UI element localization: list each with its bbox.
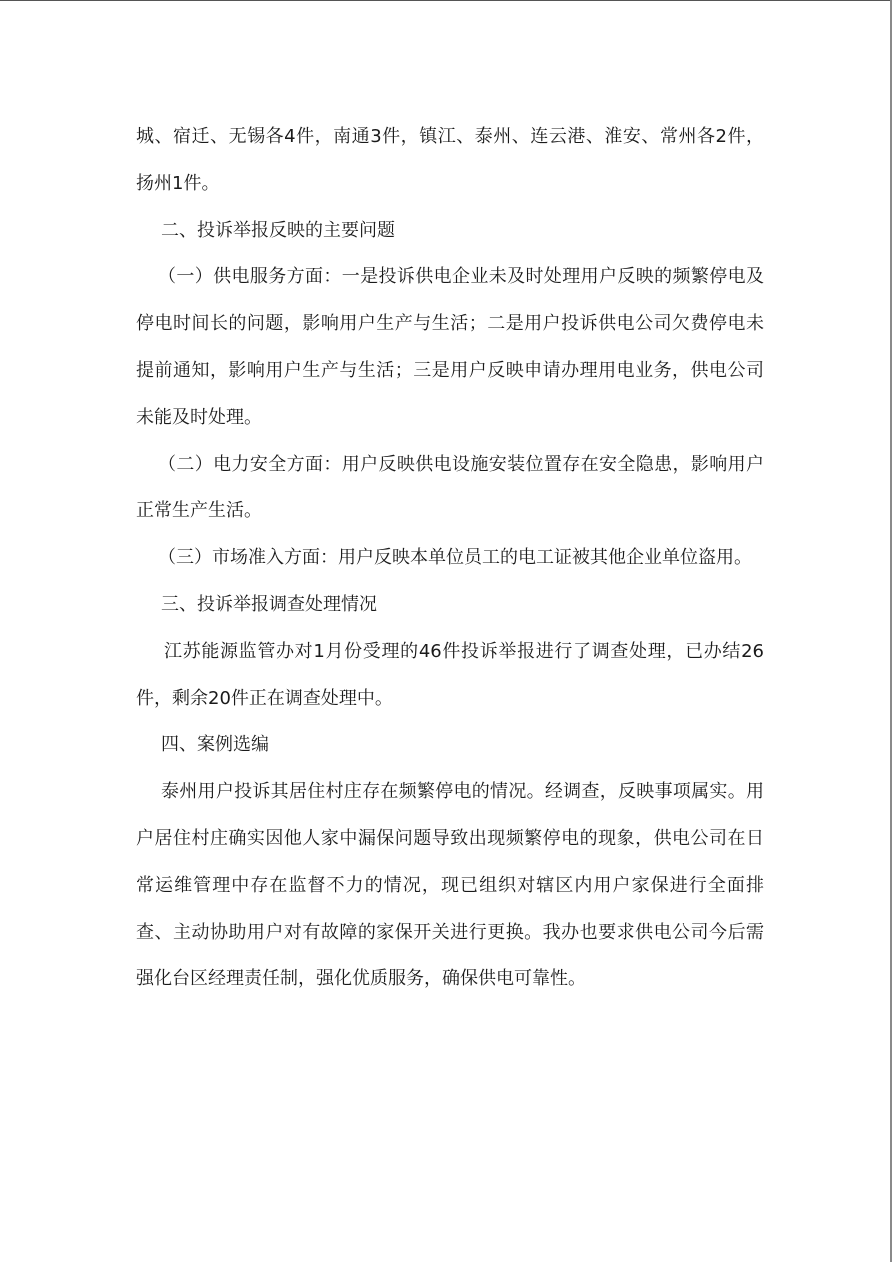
paragraph-complaint-counts-continued: 城、宿迁、无锡各4件，南通3件，镇江、泰州、连云港、淮安、常州各2件，扬州1件。 — [136, 126, 764, 194]
paragraph-power-safety: （二）电力安全方面：用户反映供电设施安装位置存在安全隐患，影响用户正常生产生活。 — [136, 453, 764, 522]
heading-investigation-status: 三、投诉举报调查处理情况 — [161, 593, 377, 615]
paragraph-case-taizhou: 泰州用户投诉其居住村庄存在频繁停电的情况。经调查，反映事项属实。用户居住村庄确实因他人家中漏保问题导致出现频繁停电的现象，供电公司在日常运维管理中存在监督不力的情况，现已组织对辖区内用户家保进行全面排查、主动协助用户对有故障的家保开关进行更换。我办也要求供电公司今后需强化台区经理责任制，强化优质服务，确保供电可靠性。 — [136, 781, 764, 990]
paragraph-power-supply-service: （一）供电服务方面：一是投诉供电企业未及时处理用户反映的频繁停电及停电时间长的问题，影响用户生产与生活；二是用户投诉供电公司欠费停电未提前通知，影响用户生产与生活；三是用户反映申请办理用电业务，供电公司未能及时处理。 — [136, 266, 764, 428]
page-top-border — [0, 0, 892, 1]
paragraph-market-access: （三）市场准入方面：用户反映本单位员工的电工证被其他企业单位盗用。 — [158, 547, 752, 569]
heading-main-issues: 二、投诉举报反映的主要问题 — [161, 219, 395, 241]
paragraph-investigation-status: 江苏能源监管办对1月份受理的46件投诉举报进行了调查处理，已办结26件，剩余20件正在调查处理中。 — [136, 640, 764, 709]
document-body — [136, 114, 764, 1003]
heading-case-selection: 四、案例选编 — [161, 734, 269, 756]
